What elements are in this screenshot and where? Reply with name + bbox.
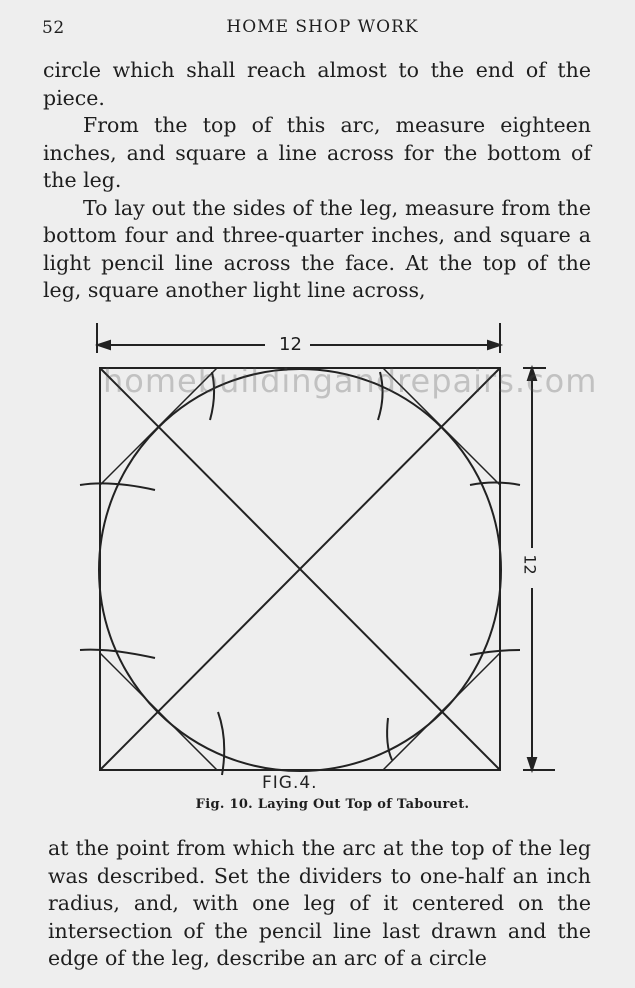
figure-caption: Fig. 10. Laying Out Top of Tabouret. bbox=[195, 797, 470, 812]
figure-label: FIG.4. bbox=[262, 773, 318, 793]
paragraph-4: at the point from which the arc at the top of the leg was described. Set the dividers to one-half an inch radius, and, with one leg of it centered on the intersection of the pencil line last drawn and the edge of the leg, describe an arc of a circle bbox=[48, 836, 591, 970]
paragraph-3: To lay out the sides of the leg, measure from the bottom four and three-quarter inches, and square a light pencil line across the face. At the top of the leg, square another light line across, bbox=[43, 195, 591, 302]
running-head: HOME SHOP WORK bbox=[226, 17, 419, 37]
dimension-label-horizontal: 12 bbox=[275, 334, 306, 355]
arc-mark-right-lower bbox=[470, 650, 520, 655]
paragraph-2: From the top of this arc, measure eighteen inches, and square a line across for the bottom of the leg. bbox=[43, 113, 591, 192]
dimension-label-vertical: 12 bbox=[521, 551, 540, 577]
paragraph-1: circle which shall reach almost to the end of the piece. bbox=[43, 58, 591, 110]
arc-mark-right-upper bbox=[470, 483, 520, 486]
arrowhead-left bbox=[98, 341, 110, 349]
body-text-top bbox=[43, 57, 591, 305]
watermark: homebuildingandrepairs.com bbox=[103, 362, 598, 400]
arc-mark-bottom-right bbox=[387, 718, 392, 760]
body-text-bottom bbox=[48, 835, 591, 973]
page-number: 52 bbox=[42, 18, 65, 38]
arrowhead-right bbox=[488, 341, 500, 349]
arc-mark-bottom-left bbox=[218, 712, 224, 775]
arrowhead-bottom bbox=[528, 758, 536, 770]
